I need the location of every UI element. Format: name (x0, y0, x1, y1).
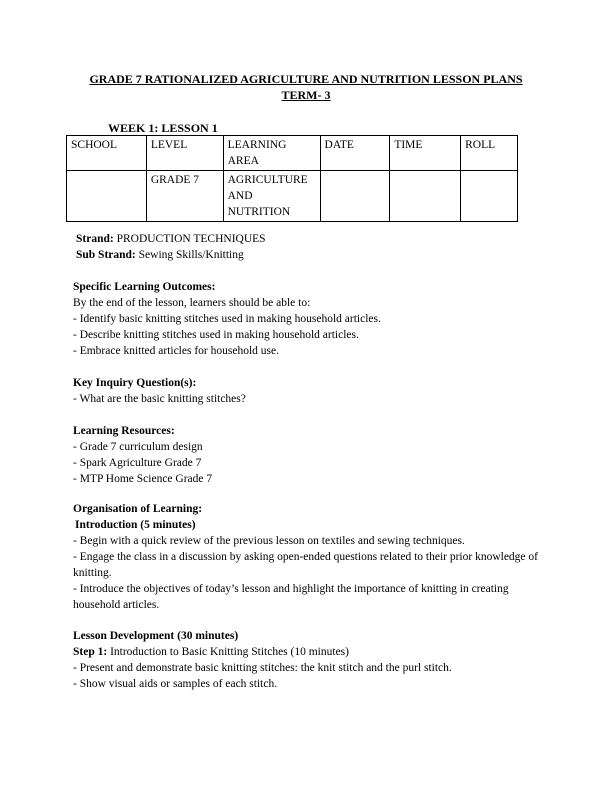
list-item: - Present and demonstrate basic knitting stitches: the knit stitch and the purl stitch. (73, 662, 452, 674)
list-item: - Begin with a quick review of the previous lesson on textiles and sewing techniques. (73, 535, 465, 547)
table-cell (320, 171, 390, 222)
table-cell (67, 171, 147, 222)
outcomes-intro: By the end of the lesson, learners should be able to: (73, 297, 311, 309)
table-header-row (67, 136, 518, 171)
strand-section (76, 231, 546, 263)
inquiry-section (73, 375, 543, 407)
sub-strand-label: Sub Strand: (76, 249, 136, 261)
organisation-section (73, 501, 543, 613)
list-item: - Spark Agriculture Grade 7 (73, 457, 202, 469)
sub-strand-line (76, 247, 546, 263)
list-item: - Embrace knitted articles for household use. (73, 345, 279, 357)
strand-value: PRODUCTION TECHNIQUES (113, 233, 266, 245)
section-heading: Specific Learning Outcomes: (73, 281, 216, 293)
header-cell: DATE (320, 136, 390, 171)
list-item: - MTP Home Science Grade 7 (73, 473, 213, 485)
list-item: - What are the basic knitting stitches? (73, 393, 246, 405)
header-cell: SCHOOL (67, 136, 147, 171)
section-heading: Organisation of Learning: (73, 503, 203, 515)
table-cell: GRADE 7 (146, 171, 223, 222)
table-row (67, 171, 518, 222)
table-cell (461, 171, 518, 222)
section-heading: Learning Resources: (73, 425, 175, 437)
sub-strand-value: Sewing Skills/Knitting (135, 249, 244, 261)
step-line (73, 644, 543, 660)
header-cell: TIME (390, 136, 461, 171)
step-text: Introduction to Basic Knitting Stitches (10 minutes) (107, 646, 349, 658)
header-cell: LEVEL (146, 136, 223, 171)
strand-label: Strand: (76, 233, 114, 245)
list-item: - Engage the class in a discussion by asking open-ended questions related to their prior knowledge of knitting. (73, 551, 538, 579)
list-item: - Introduce the objectives of today’s lesson and highlight the importance of knitting in creating household articles. (73, 583, 509, 611)
document-title: GRADE 7 RATIONALIZED AGRICULTURE AND NUTRITION LESSON PLANS (89, 72, 523, 86)
table-cell: AGRICULTURE AND NUTRITION (223, 171, 320, 222)
strand-line (76, 231, 546, 247)
step-label: Step 1: (73, 646, 108, 658)
list-item: - Show visual aids or samples of each stitch. (73, 678, 278, 690)
lesson-info-table (66, 135, 518, 222)
header-cell: LEARNING AREA (223, 136, 320, 171)
section-heading: Key Inquiry Question(s): (73, 377, 197, 389)
development-section (73, 628, 543, 692)
resources-section (73, 423, 543, 487)
term-title: TERM- 3 (281, 88, 331, 102)
list-item: - Describe knitting stitches used in making household articles. (73, 329, 359, 341)
section-heading: Lesson Development (30 minutes) (73, 630, 239, 642)
list-item: - Grade 7 curriculum design (73, 441, 203, 453)
introduction-heading: Introduction (5 minutes) (75, 519, 196, 531)
outcomes-section (73, 279, 543, 359)
week-lesson-label: WEEK 1: LESSON 1 (108, 121, 218, 135)
header-cell: ROLL (461, 136, 518, 171)
table-cell (390, 171, 461, 222)
list-item: - Identify basic knitting stitches used in making household articles. (73, 313, 381, 325)
